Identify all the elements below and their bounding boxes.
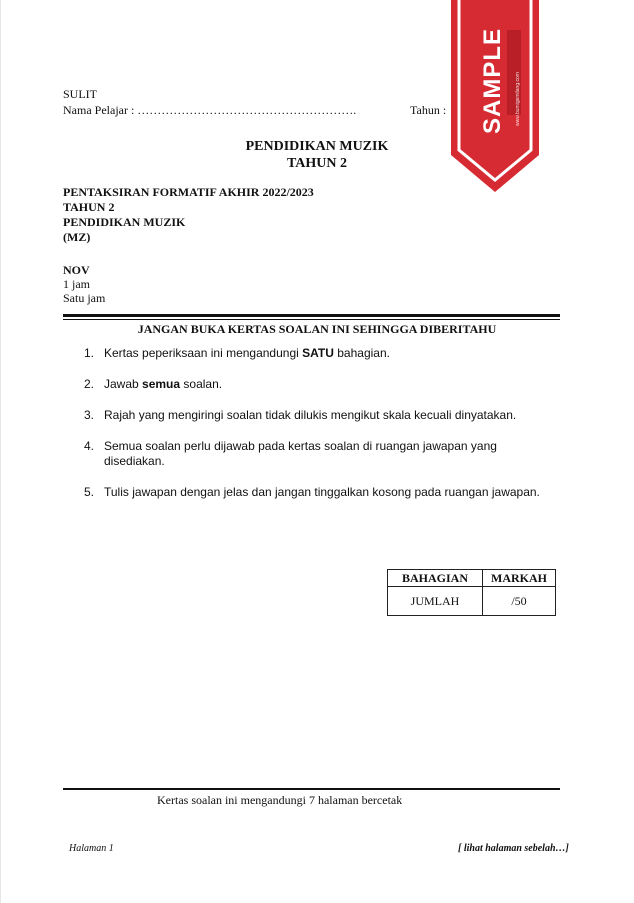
- instruction-number: 3.: [84, 408, 95, 422]
- instruction-text: Kertas peperiksaan ini mengandungi: [104, 346, 303, 360]
- exam-info-line: PENTAKSIRAN FORMATIF AKHIR 2022/2023: [63, 185, 314, 199]
- document-subtitle: TAHUN 2: [286, 156, 348, 171]
- marks-header-bahagian: BAHAGIAN: [388, 570, 483, 587]
- sample-ribbon-small-text: www.bumigemilang.com: [515, 72, 521, 126]
- instruction-number: 1.: [84, 346, 95, 360]
- exam-info-line: TAHUN 2: [63, 200, 115, 214]
- instruction-emphasis: SATU: [302, 346, 334, 360]
- instruction-number: 5.: [84, 485, 95, 499]
- turn-over-note: [ lihat halaman sebelah…]: [458, 843, 569, 854]
- marks-total-label: JUMLAH: [388, 587, 483, 616]
- session-block: [63, 263, 105, 305]
- instruction-item: [64, 485, 554, 500]
- exam-info-line: (MZ): [63, 230, 91, 244]
- warning-text: JANGAN BUKA KERTAS SOALAN INI SEHINGGA DIBERITAHU: [137, 322, 497, 336]
- instruction-text: bahagian.: [333, 346, 390, 360]
- session-duration: 1 jam: [63, 277, 90, 291]
- instruction-text: Semua soalan perlu dijawab pada kertas soalan di ruangan jawapan yang disediakan.: [104, 439, 497, 468]
- top-rule-thick: [63, 314, 560, 317]
- instruction-item: [64, 377, 554, 392]
- instruction-text: soalan.: [180, 377, 223, 391]
- instruction-text: Jawab: [104, 377, 143, 391]
- sulit-label: SULIT: [63, 87, 97, 101]
- session-month: NOV: [63, 263, 90, 277]
- marks-header-markah: MARKAH: [483, 570, 556, 587]
- instruction-emphasis: semua: [142, 377, 181, 391]
- tahun-field-label: Tahun :: [410, 103, 447, 117]
- top-rule-thin: [63, 319, 560, 320]
- instruction-text: Tulis jawapan dengan jelas dan jangan tinggalkan kosong pada ruangan jawapan.: [104, 485, 540, 499]
- exam-info-line: PENDIDIKAN MUZIK: [63, 215, 186, 229]
- marks-table-header-row: [388, 570, 556, 587]
- exam-info-block: [63, 185, 314, 245]
- sample-ribbon-text: SAMPLE: [479, 27, 506, 134]
- page-count-note: Kertas soalan ini mengandungi 7 halaman bercetak: [157, 793, 403, 807]
- bottom-rule: [63, 788, 560, 790]
- instruction-number: 2.: [84, 377, 95, 391]
- marks-table: [387, 569, 556, 616]
- instruction-text: Rajah yang mengiringi soalan tidak dilukis mengikut skala kecuali dinyatakan.: [104, 408, 517, 422]
- instruction-item: [64, 346, 554, 361]
- marks-table-row: [388, 587, 556, 616]
- marks-total-value: /50: [483, 587, 556, 616]
- instruction-list: [64, 346, 554, 516]
- session-duration-words: Satu jam: [63, 291, 106, 305]
- instruction-item: [64, 439, 554, 469]
- instruction-item: [64, 408, 554, 423]
- instruction-number: 4.: [84, 439, 95, 453]
- page-number: Halaman 1: [69, 843, 114, 854]
- document-title: PENDIDIKAN MUZIK: [245, 139, 389, 154]
- student-name-field: Nama Pelajar : ……………………………………………….: [63, 103, 357, 117]
